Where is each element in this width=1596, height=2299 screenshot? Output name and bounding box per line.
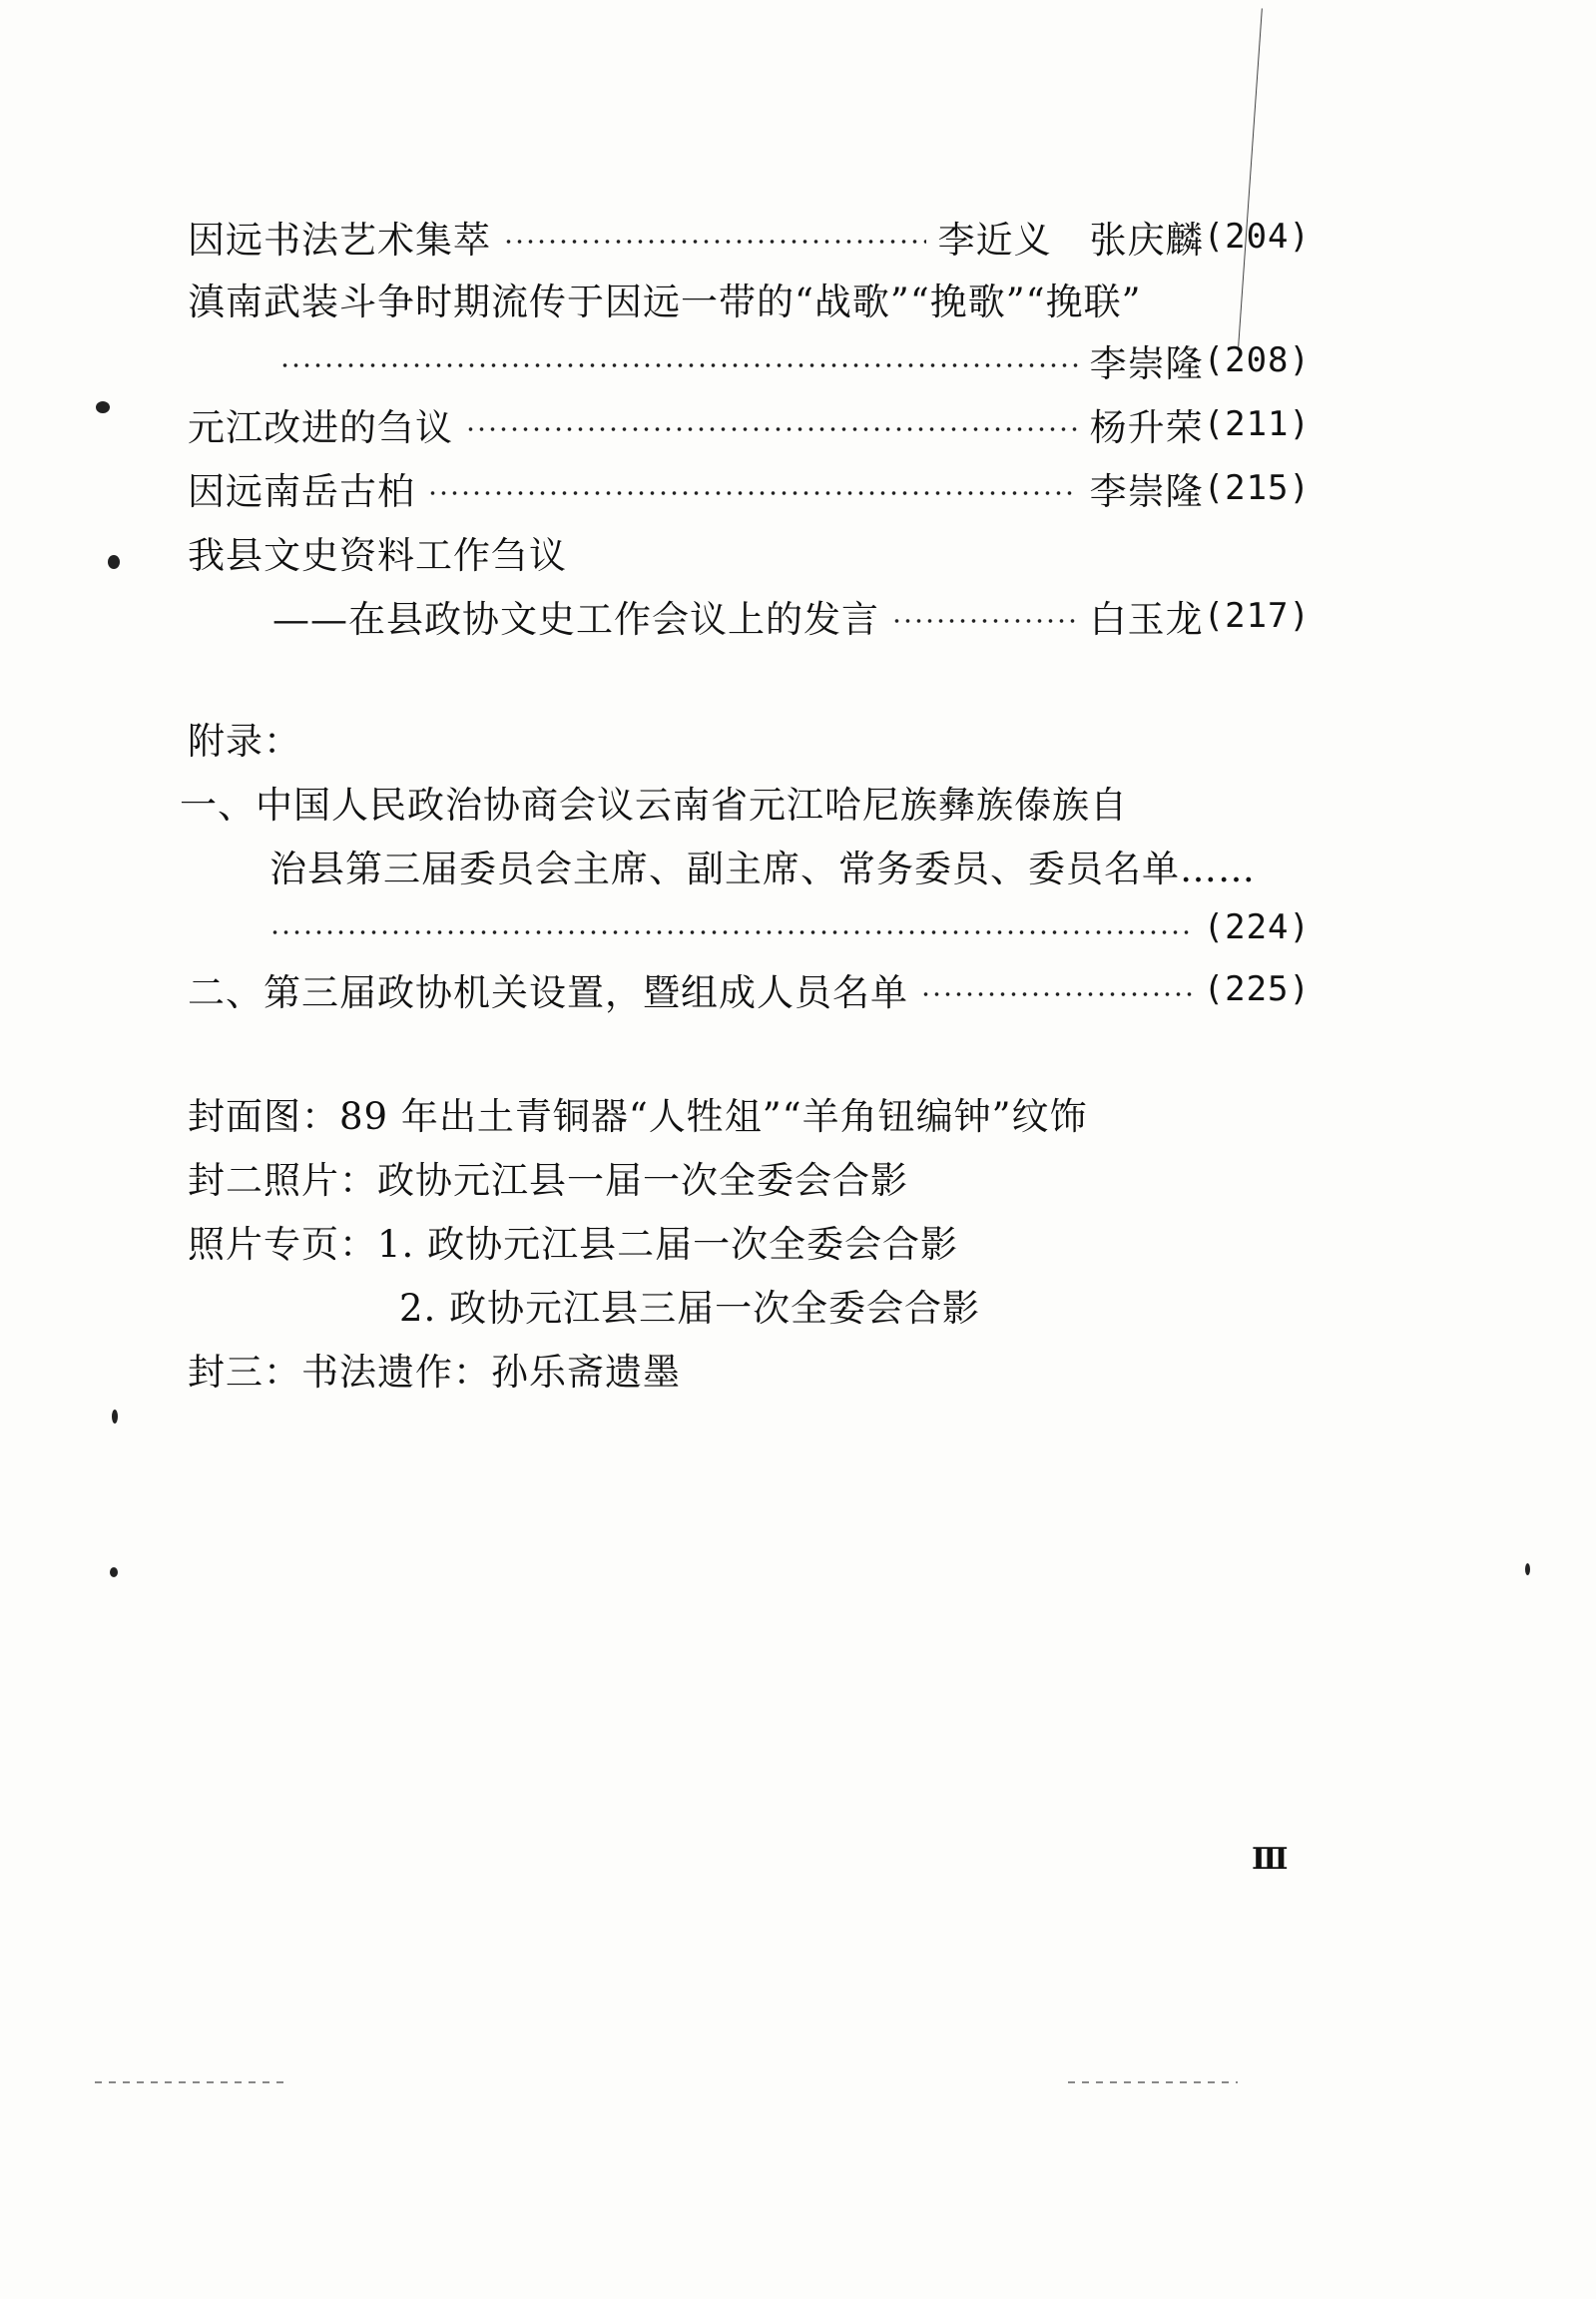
entry-page: (225) — [1203, 969, 1311, 1009]
scan-speck — [1525, 1563, 1530, 1575]
appendix-item-2 — [188, 960, 1311, 1018]
credit-text: 1. 政协元江县二届一次全委会合影 — [377, 1223, 959, 1266]
entry-subtitle: ——在县政协文史工作会议上的发言 — [272, 598, 879, 641]
page-number: Ⅲ — [1252, 1842, 1289, 1877]
appendix-heading — [188, 709, 301, 767]
entry-title: 我县文史资料工作刍议 — [188, 534, 567, 577]
appendix-item-text: 一、中国人民政治协商会议云南省元江哈尼族彝族傣族自 — [180, 784, 1128, 827]
entry-page: (204) — [1203, 217, 1311, 257]
entry-page: (208) — [1203, 340, 1311, 380]
toc-entry-continuation — [188, 331, 1311, 389]
entry-page: (224) — [1203, 907, 1311, 947]
entry-author: 李崇隆 — [1089, 470, 1204, 513]
scan-speck — [112, 1410, 118, 1424]
entry-page: (211) — [1203, 404, 1311, 444]
entry-page: (217) — [1203, 596, 1311, 636]
appendix-item-1-line-2 — [269, 837, 1256, 894]
entry-author: 杨升荣 — [1089, 406, 1204, 449]
dot-leader — [427, 491, 1078, 495]
toc-entry-title-only — [188, 523, 567, 581]
dot-leader — [891, 619, 1078, 623]
entry-title: 因远书法艺术集萃 — [188, 219, 491, 262]
scan-line-artifact — [1238, 8, 1263, 346]
scan-speck — [96, 401, 110, 413]
toc-entry — [188, 395, 1311, 453]
toc-entry — [188, 208, 1311, 266]
scan-rule-artifact — [95, 2081, 284, 2083]
toc-entry-title-only — [188, 270, 1142, 327]
entry-title: 因远南岳古柏 — [188, 470, 415, 513]
dot-leader — [465, 427, 1078, 431]
entry-author: 白玉龙 — [1089, 598, 1204, 641]
credit-photo-1 — [188, 1212, 958, 1270]
toc-entry-subtitle — [272, 587, 1311, 645]
entry-title: 元江改进的刍议 — [188, 406, 453, 449]
appendix-item-1-line-1 — [180, 773, 1128, 831]
scan-rule-artifact — [1068, 2081, 1238, 2083]
toc-entry — [188, 459, 1311, 517]
appendix-item-text: 治县第三届委员会主席、副主席、常务委员、委员名单…… — [269, 848, 1256, 890]
credit-text: 封二照片：政协元江县一届一次全委会合影 — [188, 1159, 908, 1202]
credit-text: 封面图：89 年出土青铜器“人牲俎”“羊角钮编钟”纹饰 — [188, 1095, 1088, 1138]
entry-author: 李崇隆 — [1089, 342, 1204, 385]
dot-leader — [503, 240, 926, 244]
entry-page: (215) — [1203, 468, 1311, 508]
credit-cover — [188, 1084, 1088, 1142]
dot-leader — [269, 930, 1192, 934]
appendix-item-text: 二、第三届政协机关设置，暨组成人员名单 — [188, 971, 908, 1014]
scan-speck — [110, 1567, 118, 1577]
appendix-heading-text: 附录： — [188, 720, 301, 763]
credit-cover2 — [188, 1148, 908, 1206]
entry-author: 李近义 张庆麟 — [937, 219, 1204, 262]
appendix-item-1-page-line — [269, 898, 1311, 956]
credit-photo-2 — [399, 1276, 980, 1334]
credit-text: 2. 政协元江县三届一次全委会合影 — [399, 1287, 981, 1330]
credit-label: 照片专页： — [188, 1223, 377, 1266]
entry-title: 滇南武装斗争时期流传于因远一带的“战歌”“挽歌”“挽联” — [188, 281, 1142, 323]
dot-leader — [920, 992, 1192, 996]
credit-cover3 — [188, 1340, 681, 1398]
dot-leader — [279, 363, 1078, 367]
scan-speck — [108, 555, 120, 569]
credit-text: 封三：书法遗作：孙乐斋遗墨 — [188, 1351, 681, 1394]
